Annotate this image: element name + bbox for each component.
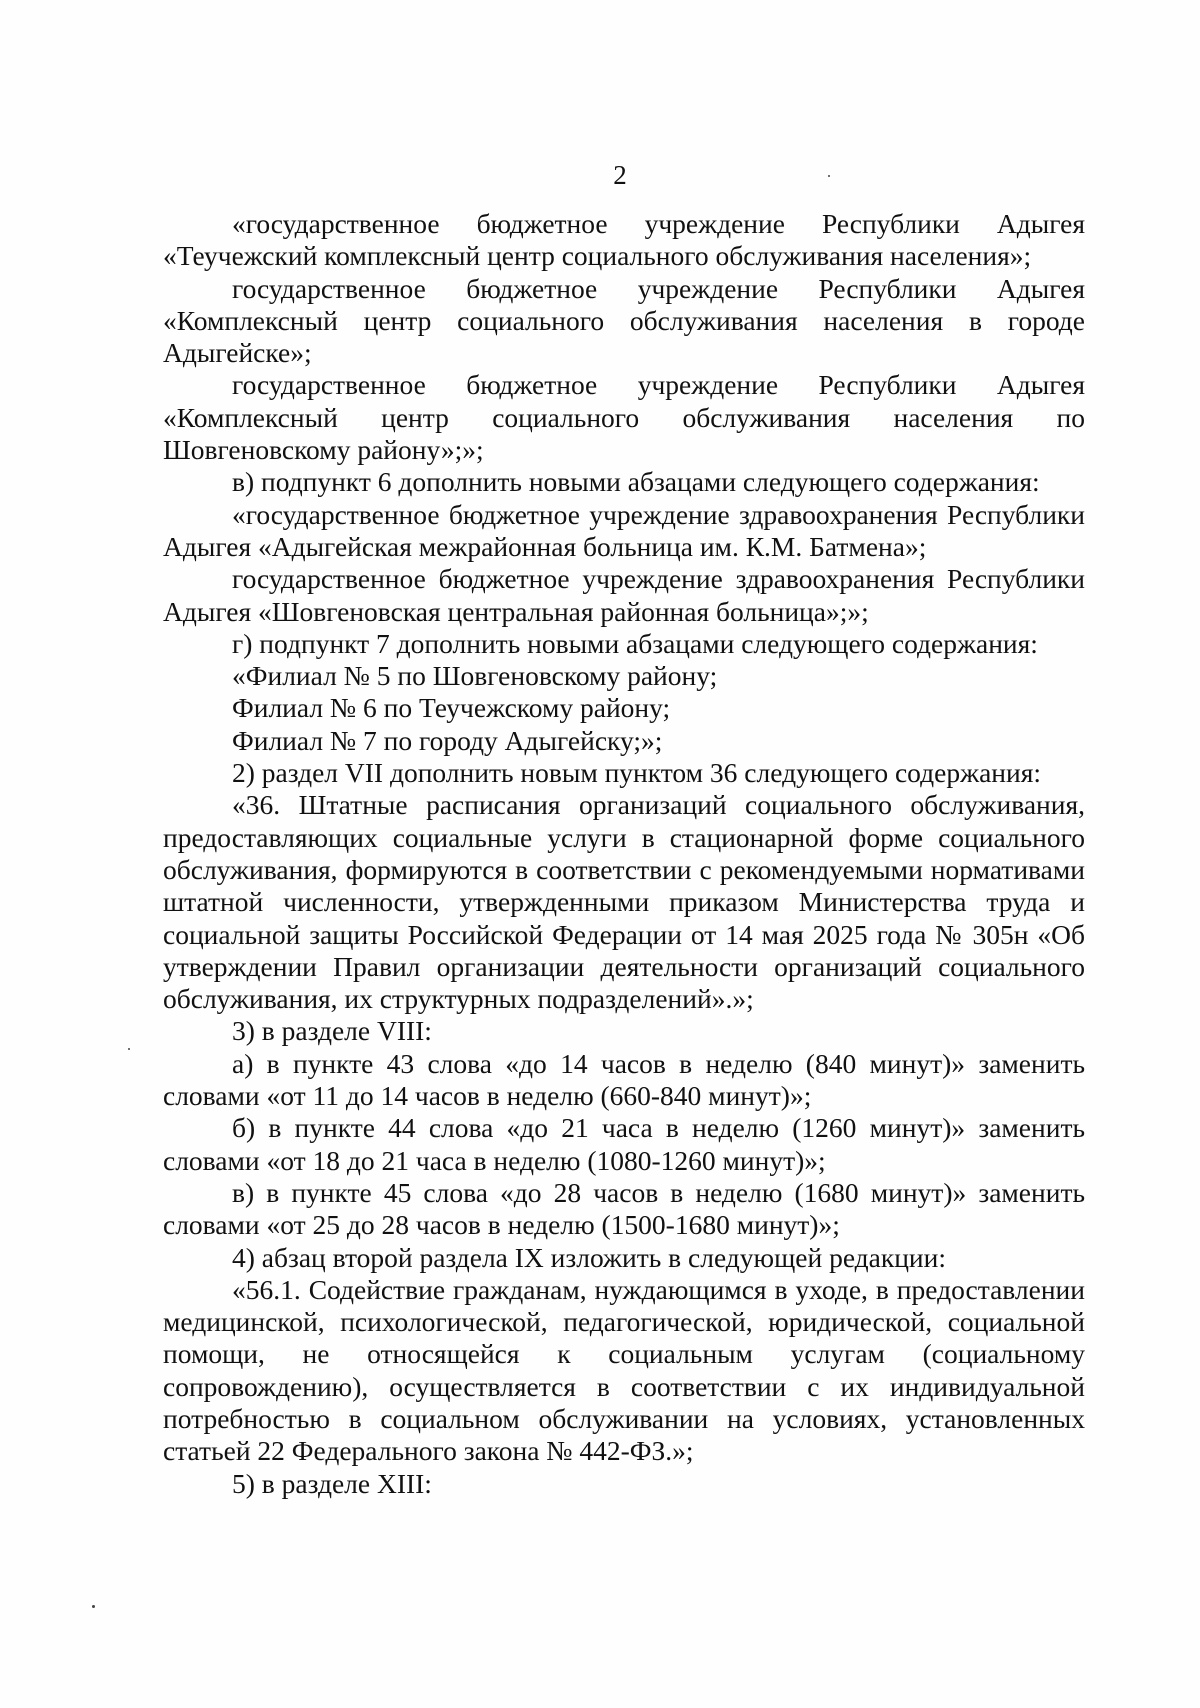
paragraph: 3) в разделе VIII: — [232, 1015, 432, 1047]
paragraph: 2) раздел VII дополнить новым пунктом 36 следующего содержания: — [232, 757, 1042, 789]
paragraph: государственное бюджетное учреждение Республики Адыгея «Комплексный центр социального обслуживания населения в городе Адыгейске»; — [163, 272, 1085, 369]
paragraph: государственное бюджетное учреждение Республики Адыгея «Комплексный центр социального обслуживания населения по Шовгеновскому району»;»; — [163, 369, 1085, 466]
paragraph: Филиал № 7 по городу Адыгейску;»; — [232, 724, 663, 756]
paragraph: б) в пункте 44 слова «до 21 часа в неделю (1260 минут)» заменить словами «от 18 до 21 часа в неделю (1080-1260 минут)»; — [163, 1112, 1085, 1176]
paragraph: государственное бюджетное учреждение здравоохранения Республики Адыгея «Шовгеновская центральная районная больница»;»; — [163, 563, 1085, 627]
paragraph: «36. Штатные расписания организаций социального обслуживания, предоставляющих социальные услуги в стационарной форме социального обслуживания, формируются в соответствии с рекомендуемыми нормативами штатной численности, утвержденными приказом Министерства труда и социальной защиты Российской Федерации от 14 мая 2025 года № 305н «Об утверждении Правил организации деятельности организаций социального обслуживания, их структурных подразделений».»; — [163, 789, 1085, 1015]
paragraph: в) в пункте 45 слова «до 28 часов в неделю (1680 минут)» заменить словами «от 25 до 28 часов в неделю (1500-1680 минут)»; — [163, 1176, 1085, 1241]
paragraph: 4) абзац второй раздела IX изложить в следующей редакции: — [232, 1241, 947, 1273]
scan-speck — [92, 1605, 95, 1608]
paragraph: Филиал № 6 по Теучежскому району; — [232, 692, 671, 724]
paragraph: «государственное бюджетное учреждение Республики Адыгея «Теучежский комплексный центр социального обслуживания населения»; — [163, 208, 1085, 272]
paragraph: «56.1. Содействие гражданам, нуждающимся в уходе, в предоставлении медицинской, психологической, педагогической, юридической, социальной помощи, не относящейся к социальным услугам (социальному сопровождению), осуществляется в соответствии с их индивидуальной потребностью в социальном обслуживании на условиях, установленных статьей 22 Федерального закона № 442-ФЗ.»; — [163, 1273, 1085, 1467]
document-body — [163, 208, 1085, 1500]
paragraph: а) в пункте 43 слова «до 14 часов в неделю (840 минут)» заменить словами «от 11 до 14 часов в неделю (660-840 минут)»; — [163, 1047, 1085, 1112]
paragraph: «государственное бюджетное учреждение здравоохранения Республики Адыгея «Адыгейская межрайонная больница им. К.М. Батмена»; — [163, 498, 1085, 562]
scan-speck — [128, 1048, 130, 1050]
paragraph: г) подпункт 7 дополнить новыми абзацами следующего содержания: — [232, 627, 1038, 659]
page-number: 2 — [613, 160, 627, 190]
scan-speck — [828, 175, 830, 177]
paragraph: «Филиал № 5 по Шовгеновскому району; — [232, 660, 718, 692]
paragraph: в) подпункт 6 дополнить новыми абзацами следующего содержания: — [232, 466, 1040, 498]
paragraph: 5) в разделе XIII: — [232, 1467, 432, 1499]
